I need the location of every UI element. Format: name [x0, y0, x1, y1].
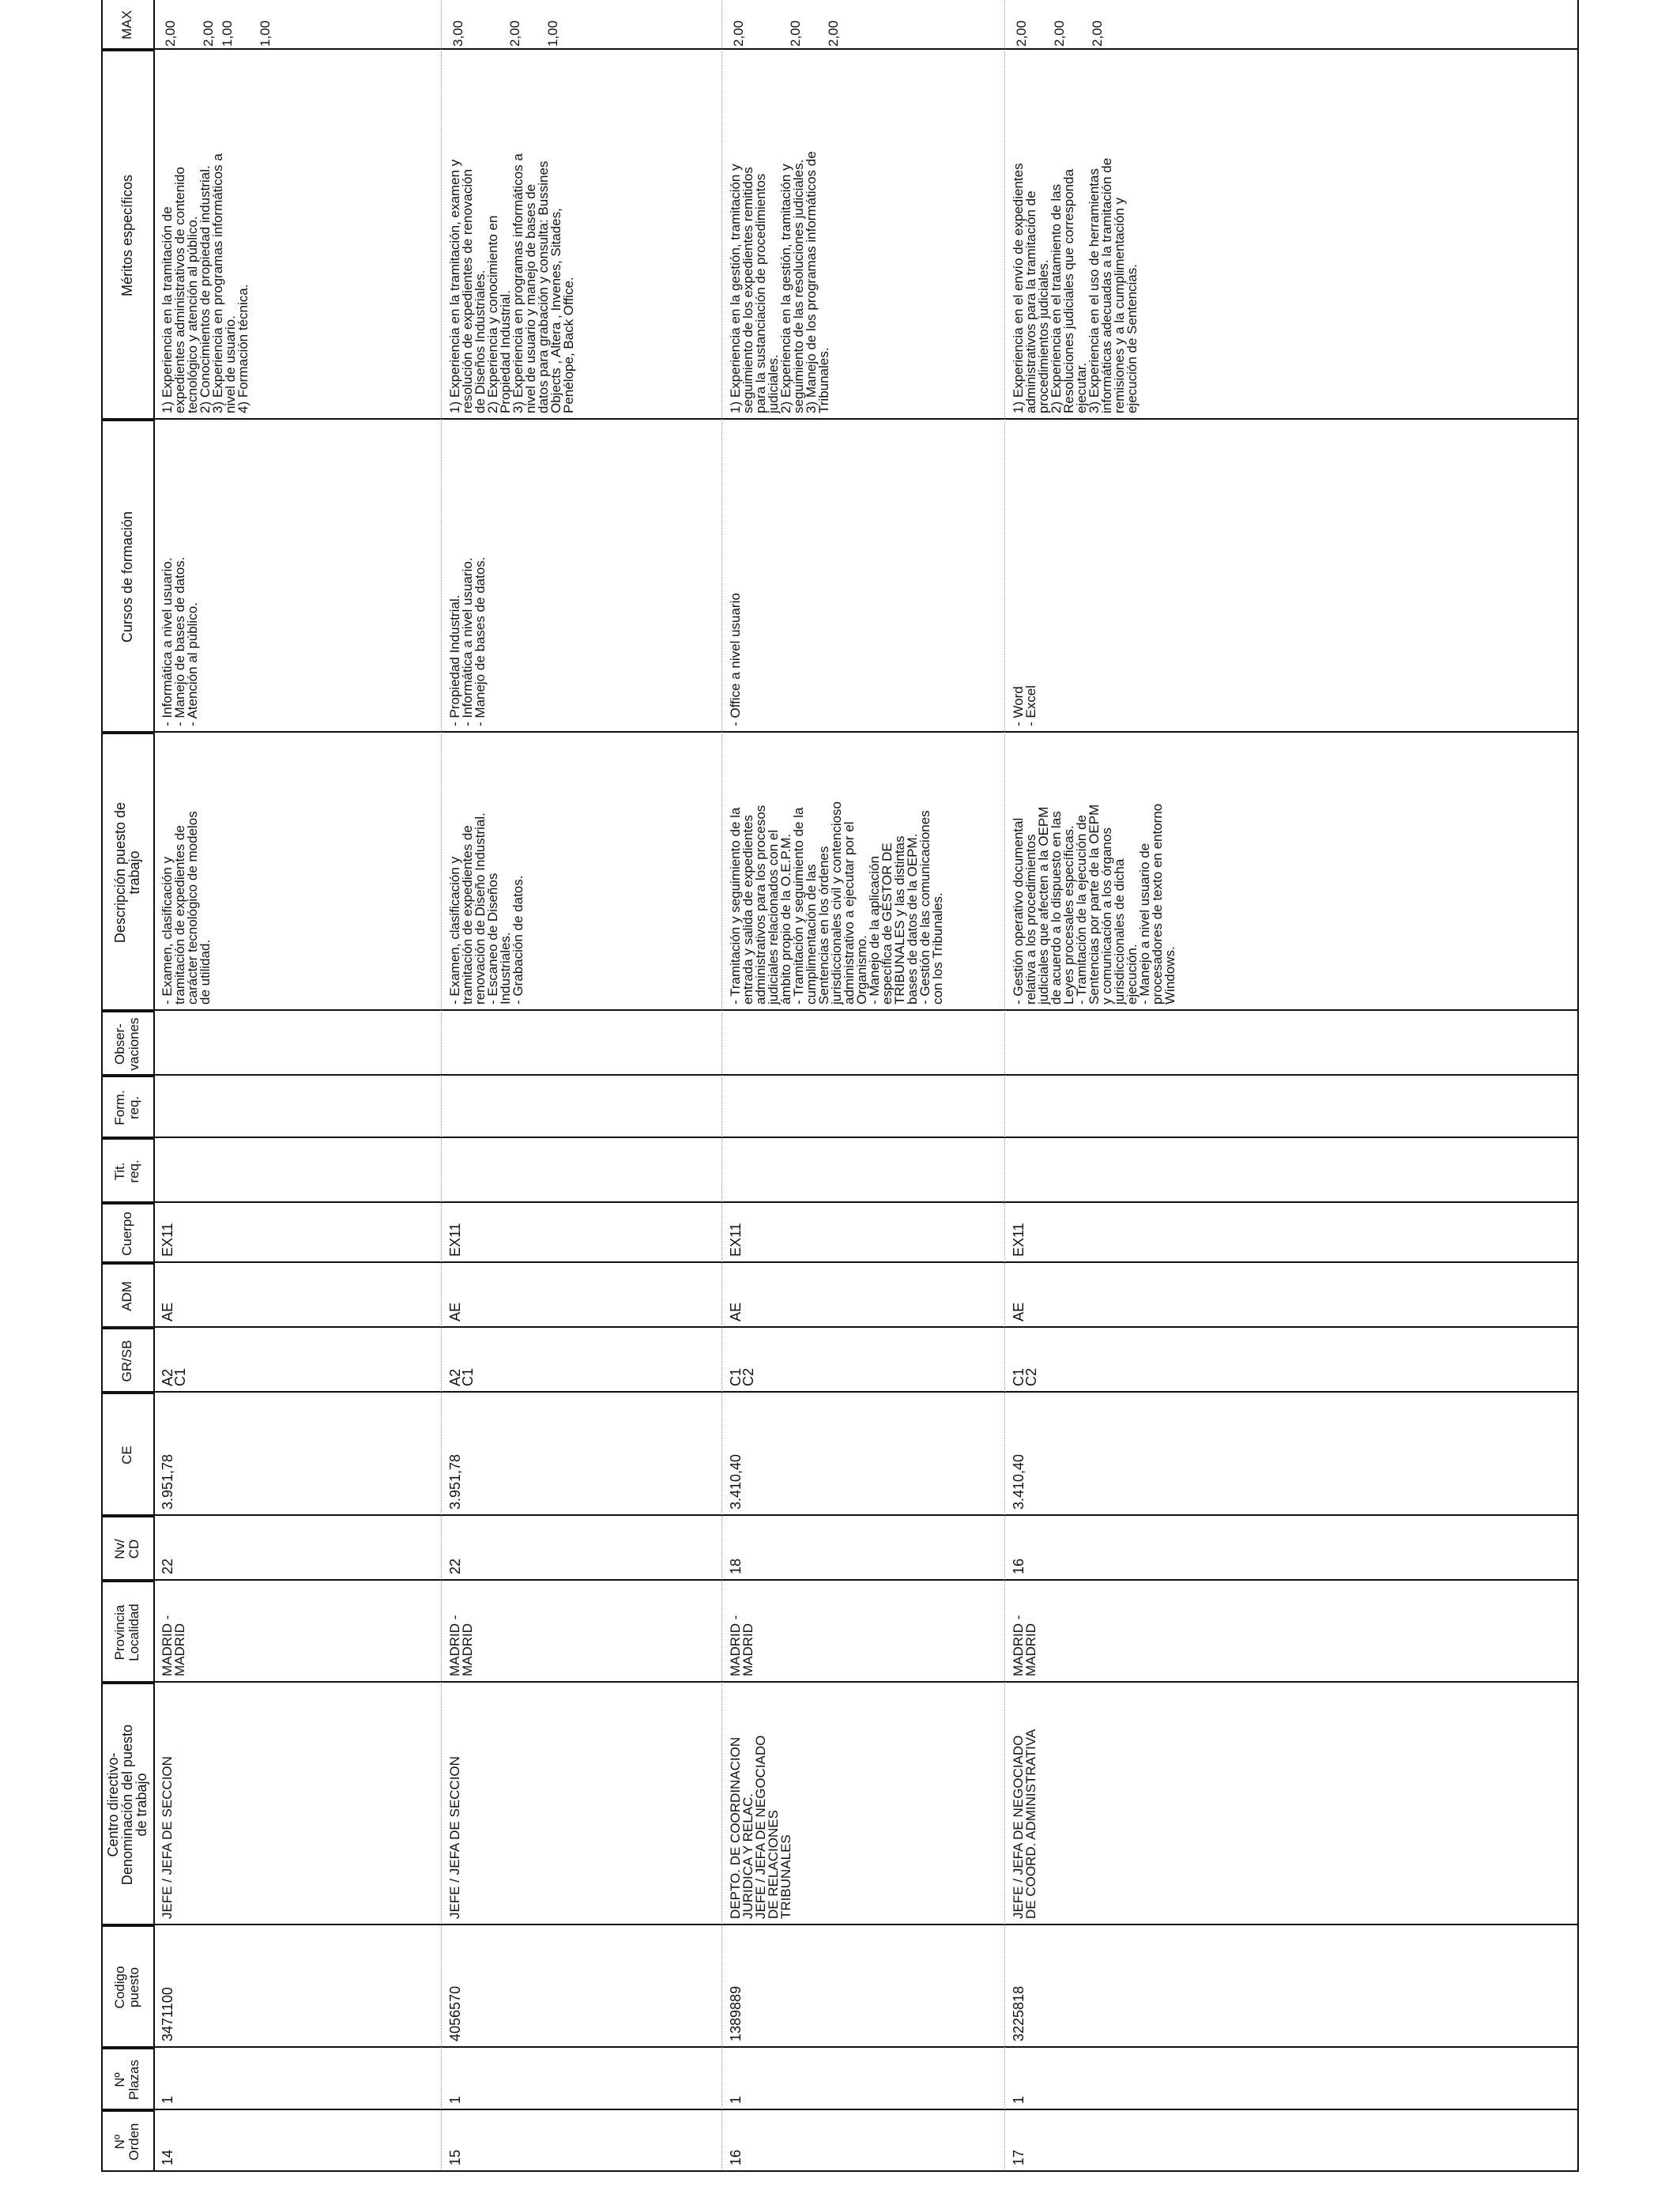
- cell-max: 2,00 2,00 1,00 1,00: [163, 20, 273, 47]
- cell-cuerpo: EX11: [160, 1223, 175, 1257]
- header-grsb: GR/SB: [101, 1328, 153, 1393]
- header-adm: ADM: [101, 1263, 153, 1328]
- cell-ce: 3.410,40: [1011, 1453, 1026, 1510]
- cell-cuerpo: EX11: [1011, 1223, 1026, 1257]
- cell-meritos: 1) Experiencia en la gestión, tramitación y seguimiento de los expedientes remitidos para la sustanciación de procedimientos judiciales. 2) Experiencia en la gestión, tramitación y seguimiento de las resoluciones judiciales. 3) Manejo de los programas informáticos de Tribunales.: [728, 151, 831, 413]
- cell-adm: AE: [447, 1302, 463, 1321]
- cell-desc: - Examen, clasificación y tramitación de expedientes de renovación de Diseño Industrial. - Escaneo de Diseños Industriales. - Grabación de datos.: [447, 812, 525, 1005]
- cell-meritos: 1) Experiencia en la tramitación, examen y resolución de expedientes de renovación de Diseños Industriales. 2) Experiencia y conocimiento en Propiedad Industrial. 3) Experiencia en programas informáticos a nivel de usuario y manejo de bases de datos para grabación y consulta: Bussines Objects , Altera , Invenes, Sitades, Penélope, Back Office.: [447, 153, 576, 413]
- cell-grsb: C1 C2: [728, 1367, 756, 1386]
- cell-orden: 16: [728, 2149, 744, 2166]
- column-divider: [101, 1326, 1579, 1328]
- cell-ce: 3.951,78: [447, 1453, 463, 1510]
- header-nivel: Nv/ CD: [101, 1516, 153, 1581]
- cell-cuerpo: EX11: [447, 1223, 463, 1257]
- cell-grsb: A2 C1: [447, 1367, 476, 1386]
- column-divider: [101, 2109, 1579, 2110]
- header-tit: Tit. req.: [101, 1138, 153, 1203]
- cell-centro: DEPTO. DE COORDINACION JURIDICA Y RELAC. JEFE / JEFA DE NEGOCIADO DE RELACIONES TRIBUNALES: [728, 1735, 793, 1919]
- cell-ce: 3.410,40: [728, 1453, 744, 1510]
- cell-ce: 3.951,78: [160, 1453, 175, 1510]
- cell-centro: JEFE / JEFA DE SECCION: [160, 1756, 175, 1919]
- column-divider: [101, 1261, 1579, 1263]
- header-orden: Nº Orden: [101, 2110, 153, 2172]
- header-plazas: Nº Plazas: [101, 2048, 153, 2110]
- cell-cuerpo: EX11: [728, 1223, 744, 1257]
- cell-centro: JEFE / JEFA DE NEGOCIADO DE COORD. ADMINISTRATIVA: [1011, 1728, 1038, 1919]
- header-centro: Centro directivo- Denominación del puesto de trabajo: [101, 1683, 153, 1925]
- cell-cursos: - Informática a nivel usuario. - Manejo de bases de datos. - Atención al público.: [160, 556, 200, 726]
- cell-orden: 17: [1011, 2149, 1026, 2166]
- header-cuerpo: Cuerpo: [101, 1203, 153, 1263]
- header-provincia: Provincia Localidad: [101, 1581, 153, 1683]
- cell-grsb: A2 C1: [160, 1367, 188, 1386]
- cell-desc: - Gestión operativo documental relativa a los procedimientos judiciales que afecten a la OEPM de acuerdo a lo dispuesto en las Leyes procesales específicas. - Tramitación de la ejecución de Sentencias por parte de la OEPM y comunicación a los órganos jurisdiccionales de dicha ejecución. - Manejo a nivel usuario de procesadores de texto en entorno Windows.: [1011, 803, 1177, 1005]
- header-cursos: Cursos de formación: [101, 420, 153, 733]
- header-divider: [153, 0, 155, 2172]
- cell-nivel: 22: [447, 1558, 463, 1574]
- header-max: MAX: [101, 0, 153, 50]
- cell-plazas: 1: [1011, 2095, 1026, 2104]
- cell-meritos: 1) Experiencia en la tramitación de expedientes administrativos de contenido tecnológico y atención al público. 2) Conocimientos de propiedad industrial. 3) Experiencia en programas informáticos a nivel de usuario. 4) Formación técnica.: [160, 153, 250, 413]
- column-divider: [101, 1924, 1579, 1925]
- column-divider: [101, 1074, 1579, 1076]
- header-desc: Descripción puesto de trabajo: [101, 733, 153, 1011]
- cell-cursos: - Word - Excel: [1011, 685, 1038, 726]
- cell-adm: AE: [1011, 1302, 1026, 1321]
- cell-codigo: 3225818: [1011, 1985, 1026, 2041]
- cell-codigo: 1389889: [728, 1985, 744, 2041]
- header-ce: CE: [101, 1393, 153, 1516]
- cell-cursos: - Propiedad Industrial. - Informática a nivel usuario. - Manejo de bases de datos.: [447, 556, 488, 726]
- header-codigo: Codigo puesto: [101, 1925, 153, 2048]
- row-separator: [1004, 0, 1005, 2172]
- header-form: Form. req.: [101, 1076, 153, 1138]
- cell-nivel: 18: [728, 1558, 744, 1574]
- cell-max: 3,00 2,00 1,00: [450, 20, 560, 47]
- cell-provincia: MADRID - MADRID: [1011, 1615, 1038, 1676]
- cell-centro: JEFE / JEFA DE SECCION: [447, 1756, 462, 1919]
- cell-plazas: 1: [447, 2095, 463, 2104]
- column-divider: [101, 1681, 1579, 1683]
- column-divider: [101, 1137, 1579, 1138]
- cell-grsb: C1 C2: [1011, 1367, 1039, 1386]
- cell-provincia: MADRID - MADRID: [160, 1615, 187, 1676]
- cell-max: 2,00 2,00 2,00: [731, 20, 841, 47]
- cell-desc: - Examen, clasificación y tramitación de expedientes de carácter tecnológico de modelos de utilidad.: [160, 811, 213, 1005]
- column-divider: [101, 1201, 1579, 1203]
- cell-codigo: 4056570: [447, 1985, 463, 2041]
- cell-adm: AE: [728, 1302, 744, 1321]
- cell-desc: - Tramitación y seguimiento de la entrada y salida de expedientes administrativos para los procesos judiciales relacionados con el ámbito propio de la O.E.P.M. - Tramitación y seguimiento de la cumplimentación de las Sentencias en los órdenes jurisdiccionales civil y contencioso administrativo a ejecutar por el Organismo. - Manejo de la aplicación específica de GESTOR DE TRIBUNALES y las distintas bases de datos de la OEPM. - Gestión de las comunicaciones con los Tribunales.: [728, 801, 945, 1005]
- column-divider: [101, 2046, 1579, 2048]
- row-separator: [721, 0, 722, 2172]
- cell-provincia: MADRID - MADRID: [447, 1615, 475, 1676]
- header-meritos: Méritos específicos: [101, 50, 153, 420]
- column-divider: [101, 418, 1579, 420]
- header-obs: Obser- vaciones: [101, 1011, 153, 1076]
- table-row: [153, 0, 441, 2172]
- cell-orden: 15: [447, 2149, 463, 2166]
- table-row: [1004, 0, 1579, 2172]
- cell-meritos: 1) Experiencia en el envío de expedientes administrativos para la tramitación de procedimientos judiciales. 2) Experiencia en el tratamiento de las Resoluciones judiciales que corresponda ejecutar. 3) Experiencia en el uso de herramientas informáticas adecuadas a la tramitación de remisiones y a la cumplimentación y ejecución de Sentencias.: [1011, 157, 1139, 413]
- job-positions-table: [101, 0, 1579, 2172]
- row-separator: [441, 0, 442, 2172]
- cell-cursos: - Office a nivel usuario: [728, 593, 743, 726]
- table-row: [441, 0, 721, 2172]
- cell-nivel: 16: [1011, 1558, 1026, 1574]
- cell-nivel: 22: [160, 1558, 175, 1574]
- cell-max: 2,00 2,00 2,00: [1014, 20, 1105, 47]
- cell-orden: 14: [160, 2149, 175, 2166]
- column-divider: [101, 1009, 1579, 1011]
- column-divider: [101, 48, 1579, 50]
- cell-codigo: 3471100: [160, 1987, 175, 2041]
- column-divider: [101, 1514, 1579, 1516]
- cell-plazas: 1: [728, 2095, 744, 2104]
- column-divider: [101, 1579, 1579, 1581]
- column-divider: [101, 731, 1579, 733]
- table-row: [721, 0, 1004, 2172]
- cell-plazas: 1: [160, 2095, 175, 2104]
- column-divider: [101, 1391, 1579, 1393]
- cell-adm: AE: [160, 1302, 175, 1321]
- cell-provincia: MADRID - MADRID: [728, 1615, 755, 1676]
